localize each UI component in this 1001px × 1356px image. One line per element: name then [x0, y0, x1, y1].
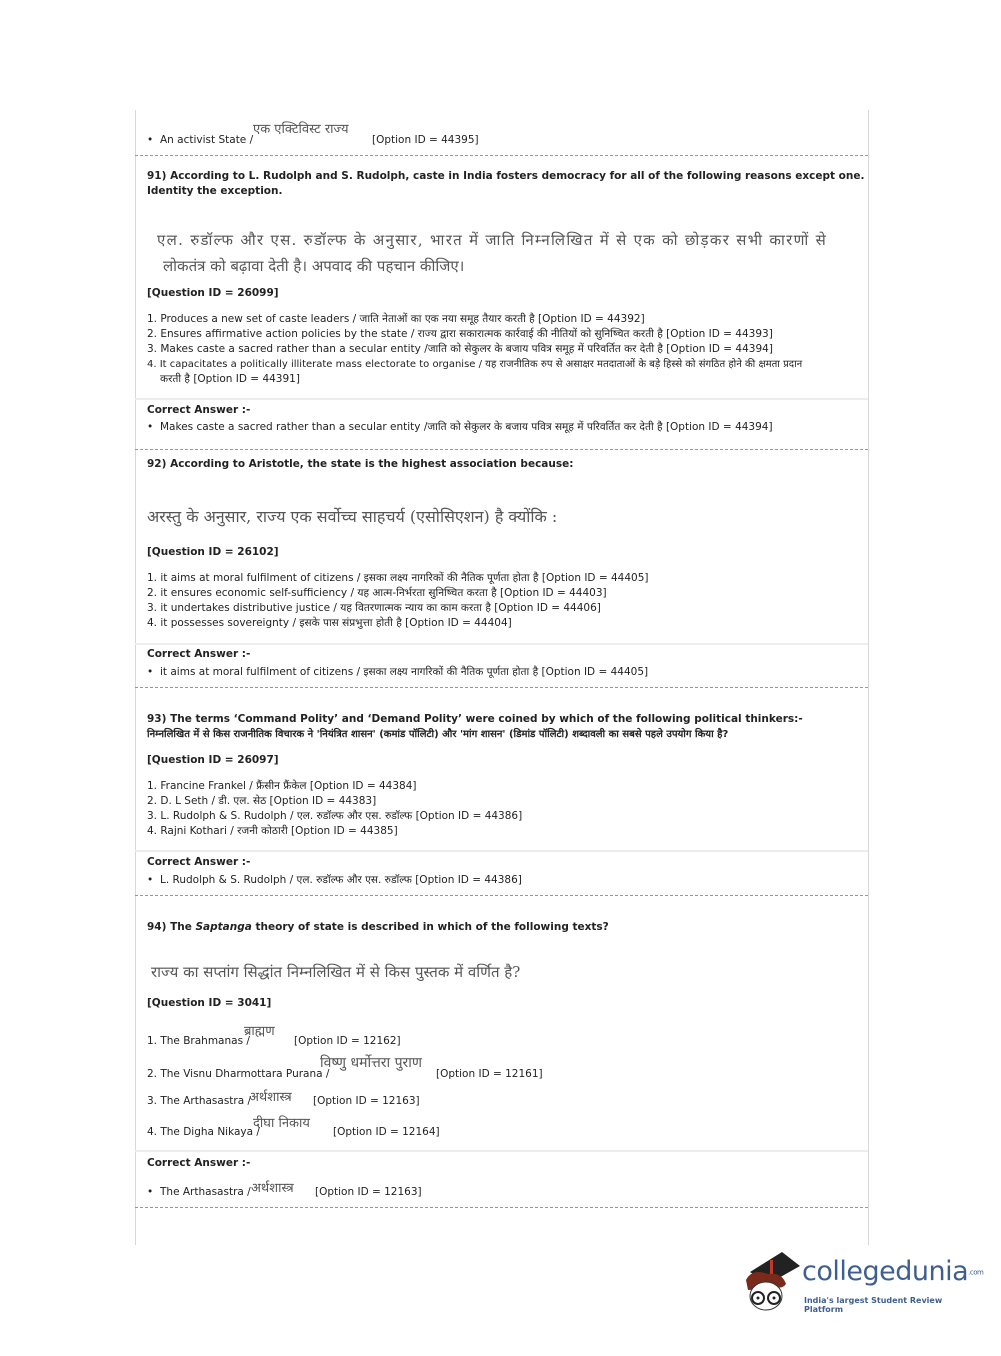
bullet: •	[147, 134, 154, 146]
brand-suffix: .com	[968, 1268, 984, 1277]
option: 3. L. Rudolph & S. Rudolph / एल. रुडॉल्फ और एस. रुडॉल्फ [Option ID = 44386]	[147, 810, 523, 822]
option: 3. it undertakes distributive justice / यह वितरणात्मक न्याय का काम करता है [Option ID = 44406]	[147, 602, 601, 614]
question-94-hindi: राज्य का सप्तांग सिद्धांत निम्नलिखित में से किस पुस्तक में वर्णित है?	[151, 963, 521, 981]
brand-name	[802, 1256, 983, 1287]
correct-answer-hindi: अर्थशास्त्र	[251, 1181, 294, 1196]
option: 3. Makes caste a sacred rather than a secular entity /जाति को सेकुलर के बजाय पवित्र समूह में परिवर्तित कर देती है [Option ID = 44394]	[147, 343, 773, 355]
divider	[135, 449, 868, 450]
option: 2. Ensures affirmative action policies by the state / राज्य द्वारा सकारात्मक कार्रवाई की नीतियों को सुनिष्चित करती है [Option ID = 44393]	[147, 328, 773, 340]
option-hindi: अर्थशास्त्र	[249, 1090, 292, 1105]
question-93-title: 93) The terms ‘Command Polity’ and ‘Demand Polity’ were coined by which of the following political thinkers:-	[147, 713, 803, 725]
option: 1. Francine Frankel / फ्रैंसीन फ्रैंकेल [Option ID = 44384]	[147, 780, 417, 792]
question-93-hindi: निम्नलिखित में से किस राजनीतिक विचारक ने 'नियंत्रित शासन' (कमांड पॉलिटी) और 'मांग शासन' (डिमांड पॉलिटी) शब्दावली का सबसे पहले उपयोग किया है?	[147, 729, 729, 740]
question-id: [Question ID = 3041]	[147, 997, 272, 1009]
option: 4. Rajni Kothari / रजनी कोठारी [Option ID = 44385]	[147, 825, 398, 837]
question-92-hindi: अरस्तु के अनुसार, राज्य एक सर्वोच्च साहचर्य (एसोसिएशन) है क्योंकि :	[147, 507, 558, 526]
option-hindi: विष्णु धर्मोत्तरा पुराण	[320, 1055, 423, 1071]
brand-text: collegedunia	[802, 1256, 969, 1287]
option-id: [Option ID = 12162]	[294, 1035, 401, 1047]
option: 1. it aims at moral fulfilment of citizens / इसका लक्ष्य नागरिकों की नैतिक पूर्णता होता है [Option ID = 44405]	[147, 572, 649, 584]
right-border	[868, 110, 869, 1245]
option-cont: करती है [Option ID = 44391]	[160, 373, 300, 385]
separator	[135, 850, 868, 852]
divider	[135, 1207, 868, 1208]
option: 2. The Visnu Dharmottara Purana /	[147, 1068, 330, 1080]
question-id: [Question ID = 26102]	[147, 546, 279, 558]
correct-answer-option-id: [Option ID = 12163]	[315, 1186, 422, 1198]
bullet: •	[147, 666, 154, 678]
prev-answer-text: An activist State /	[160, 134, 254, 146]
option: 3. The Arthasastra /	[147, 1095, 252, 1107]
prev-answer-option-id: [Option ID = 44395]	[372, 134, 479, 146]
mascot-icon	[742, 1250, 802, 1320]
question-id: [Question ID = 26099]	[147, 287, 279, 299]
question-91-title: 91) According to L. Rudolph and S. Rudolph, caste in India fosters democracy for all of the following reasons except one.	[147, 170, 865, 182]
correct-answer-label: Correct Answer :-	[147, 856, 251, 868]
divider	[135, 687, 868, 688]
bullet: •	[147, 1186, 154, 1198]
correct-answer: it aims at moral fulfilment of citizens / इसका लक्ष्य नागरिकों की नैतिक पूर्णता होता है [Option ID = 44405]	[160, 666, 649, 678]
question-91-title-cont: Identity the exception.	[147, 185, 283, 197]
separator	[135, 398, 868, 400]
option: 2. D. L Seth / डी. एल. सेठ [Option ID = 44383]	[147, 795, 377, 807]
option: 1. The Brahmanas /	[147, 1035, 250, 1047]
question-91-hindi-cont: लोकतंत्र को बढ़ावा देती है। अपवाद की पहचान कीजिए।	[163, 257, 465, 275]
collegedunia-logo	[742, 1250, 984, 1320]
question-91-hindi: एल. रुडॉल्फ और एस. रुडॉल्फ के अनुसार, भारत में जाति निम्नलिखित में से एक को छोड़कर सभी कारणों से	[157, 231, 828, 249]
option-id: [Option ID = 12164]	[333, 1126, 440, 1138]
bullet: •	[147, 874, 154, 886]
question-id: [Question ID = 26097]	[147, 754, 279, 766]
title-suffix: theory of state is described in which of the following texts?	[251, 921, 609, 933]
divider	[135, 155, 868, 156]
brand-tagline: India's largest Student Review Platform	[804, 1296, 943, 1314]
option-id: [Option ID = 12163]	[313, 1095, 420, 1107]
divider	[135, 895, 868, 896]
option-hindi: दीघा निकाय	[253, 1116, 310, 1131]
option-id: [Option ID = 12161]	[436, 1068, 543, 1080]
correct-answer: Makes caste a sacred rather than a secular entity /जाति को सेकुलर के बजाय पवित्र समूह में परिवर्तित कर देती है [Option ID = 44394]	[160, 421, 773, 433]
option: 2. it ensures economic self-sufficiency / यह आत्म-निर्भरता सुनिष्चित करता है [Option ID = 44403]	[147, 587, 607, 599]
question-92-title: 92) According to Aristotle, the state is the highest association because:	[147, 458, 574, 470]
option: 4. The Digha Nikaya /	[147, 1126, 260, 1138]
separator	[135, 1150, 868, 1152]
title-emphasis: Saptanga	[195, 921, 252, 933]
separator	[135, 643, 868, 645]
title-prefix: 94) The	[147, 921, 196, 933]
correct-answer-label: Correct Answer :-	[147, 404, 251, 416]
bullet: •	[147, 421, 154, 433]
left-border	[135, 110, 136, 1245]
option: 4. It capacitates a politically illiterate mass electorate to organise / यह राजनीतिक रुप से असाक्षर मतदाताओं के बड़े हिस्से को संगठित होने की क्षमता प्रदान	[147, 359, 803, 370]
correct-answer-label: Correct Answer :-	[147, 1157, 251, 1169]
correct-answer-label: Correct Answer :-	[147, 648, 251, 660]
option: 1. Produces a new set of caste leaders / जाति नेताओं का एक नया समूह तैयार करती है [Option ID = 44392]	[147, 313, 645, 325]
option: 4. it possesses sovereignty / इसके पास संप्रभुत्ता होती है [Option ID = 44404]	[147, 617, 512, 629]
prev-answer-hindi: एक एक्टिविस्ट राज्य	[253, 122, 349, 137]
correct-answer: L. Rudolph & S. Rudolph / एल. रुडॉल्फ और एस. रुडॉल्फ [Option ID = 44386]	[160, 874, 522, 886]
correct-answer: The Arthasastra /	[160, 1186, 251, 1198]
option-hindi: ब्राह्मण	[244, 1024, 275, 1039]
question-94-title	[147, 921, 609, 934]
